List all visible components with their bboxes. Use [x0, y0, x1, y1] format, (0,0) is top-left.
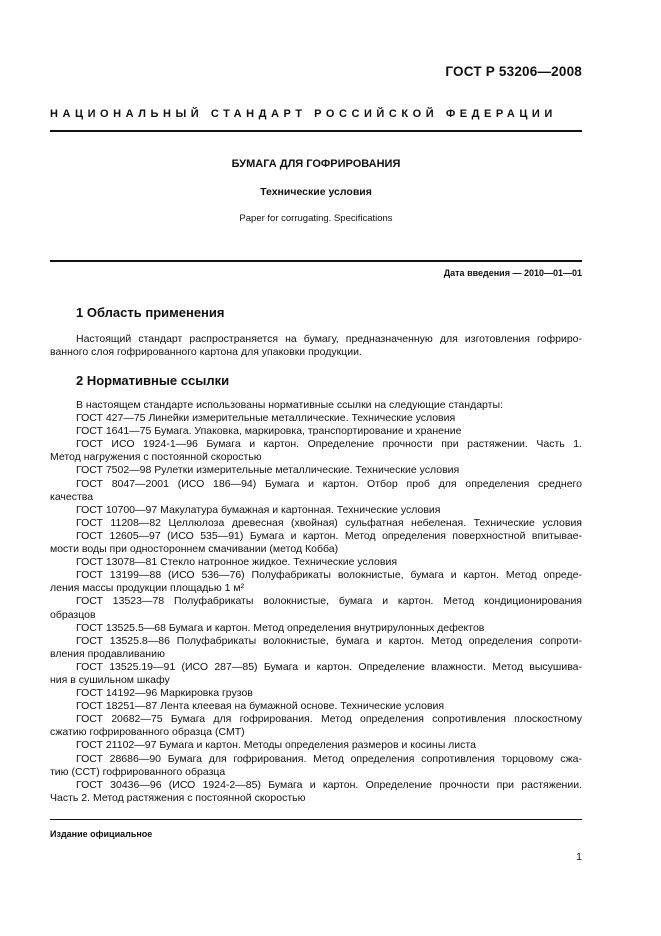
- reference-line: ГОСТ 1641—75 Бумага. Упаковка, маркировка, транспортирование и хранение: [76, 425, 462, 438]
- reference-line: ГОСТ 13199—88 (ИСО 536—76) Полуфабрикаты волокнистые, бумага и картон. Метод опреде-: [76, 569, 582, 582]
- reference-line: сжатию гофрированного образца (СМТ): [50, 726, 245, 739]
- reference-line: ГОСТ 427—75 Линейки измерительные металлические. Технические условия: [76, 412, 456, 425]
- reference-line: ния в сушильном шкафу: [50, 673, 170, 686]
- reference-line: ГОСТ 13525.19—91 (ИСО 287—85) Бумага и картон. Определение влажности. Метод высушива-: [76, 660, 582, 673]
- section-1-heading: 1 Область применения: [76, 305, 225, 320]
- reference-line: ГОСТ 13525.8—86 Полуфабрикаты волокнистые, бумага и картон. Метод определения сопроти-: [76, 634, 582, 647]
- section-1-text: [50, 333, 582, 359]
- reference-line: вления продавливанию: [50, 647, 165, 660]
- document-title-english: Paper for corrugating. Specifications: [239, 213, 393, 224]
- reference-line: В настоящем стандарте использованы нормативные ссылки на следующие стандарты:: [76, 399, 503, 411]
- reference-line: мости воды при одностороннем смачивании (метод Кобба): [50, 543, 339, 556]
- reference-line: ГОСТ 14192—96 Маркировка грузов: [76, 687, 253, 700]
- reference-line: ГОСТ 28686—90 Бумага для гофрирования. Метод определения сопротивления торцовому сжа-: [76, 752, 582, 765]
- reference-line: ГОСТ 20682—75 Бумага для гофрирования. Метод определения сопротивления плоскостному: [76, 713, 582, 726]
- reference-line: образцов: [50, 608, 96, 621]
- section-2-heading: 2 Нормативные ссылки: [76, 373, 230, 388]
- title-divider: [50, 260, 582, 262]
- official-edition-note: Издание официальное: [50, 829, 153, 839]
- document-code: ГОСТ Р 53206—2008: [445, 64, 582, 79]
- reference-line: ГОСТ 13525.5—68 Бумага и картон. Метод определения внутрирулонных дефектов: [76, 621, 485, 634]
- reference-line: тию (ССТ) гофрированного образца: [50, 765, 226, 778]
- document-subtitle: Технические условия: [260, 186, 372, 198]
- reference-line: ГОСТ ИСО 1924-1—96 Бумага и картон. Определение прочности при растяжении. Часть 1.: [76, 438, 582, 451]
- reference-line: Метод нагружения с постоянной скоростью: [50, 451, 262, 464]
- introduction-date: Дата введения — 2010—01—01: [443, 268, 582, 278]
- reference-line: ГОСТ 30436—96 (ИСО 1924-2—85) Бумага и картон. Определение прочности при растяжении.: [76, 778, 582, 791]
- document-title: БУМАГА ДЛЯ ГОФРИРОВАНИЯ: [231, 158, 401, 170]
- reference-line: ГОСТ 7502—98 Рулетки измерительные металлические. Технические условия: [76, 464, 460, 477]
- reference-line: ГОСТ 10700—97 Макулатура бумажная и картонная. Технические условия: [76, 503, 441, 516]
- reference-line: ГОСТ 12605—97 (ИСО 535—91) Бумага и картон. Метод определения поверхностной впитывае-: [76, 529, 582, 542]
- national-standard-banner: НАЦИОНАЛЬНЫЙ СТАНДАРТ РОССИЙСКОЙ ФЕДЕРАЦИИ: [50, 108, 557, 120]
- reference-line: ления массы продукции площадью 1 м²: [50, 582, 245, 595]
- normative-references-list: [50, 399, 582, 805]
- text-line: ванного слоя гофрированного картона для упаковки продукции.: [50, 346, 362, 359]
- top-divider: [50, 130, 582, 132]
- reference-line: Часть 2. Метод растяжения с постоянной скоростью: [50, 791, 306, 804]
- reference-line: ГОСТ 13078—81 Стекло натронное жидкое. Технические условия: [76, 556, 397, 569]
- page-number: 1: [576, 851, 582, 863]
- footer-divider: [50, 819, 582, 820]
- reference-line: ГОСТ 8047—2001 (ИСО 186—94) Бумага и картон. Отбор проб для определения среднего: [76, 477, 582, 490]
- reference-line: ГОСТ 13523—78 Полуфабрикаты волокнистые, бумага и картон. Метод кондиционирования: [76, 595, 582, 608]
- reference-line: ГОСТ 11208—82 Целлюлоза древесная (хвойная) сульфатная небеленая. Технические условия: [76, 516, 582, 529]
- reference-line: ГОСТ 18251—87 Лента клеевая на бумажной основе. Технические условия: [76, 700, 445, 713]
- reference-line: ГОСТ 21102—97 Бумага и картон. Методы определения размеров и косины листа: [76, 739, 476, 752]
- text-line: Настоящий стандарт распространяется на бумагу, предназначенную для изготовления гофриро-: [76, 333, 582, 345]
- reference-line: качества: [50, 490, 94, 503]
